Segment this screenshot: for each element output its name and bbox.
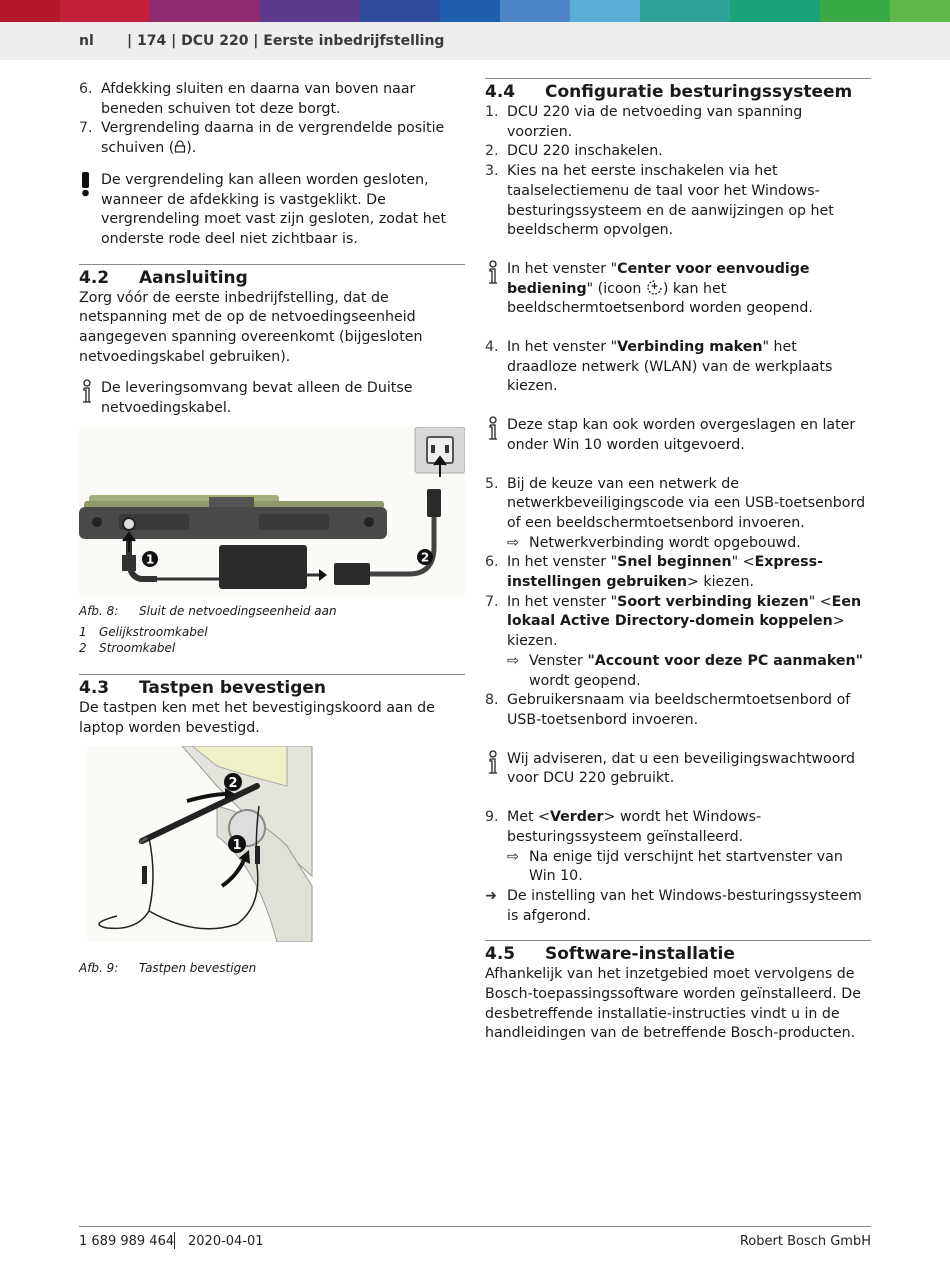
company-name: Robert Bosch GmbH — [739, 1234, 871, 1249]
list-item — [485, 162, 871, 241]
stylus-figure — [87, 746, 317, 942]
section-4-2 — [79, 264, 465, 656]
text-part: " (icoon — [586, 280, 646, 297]
step-text: Afdekking sluiten en daarna van boven naar beneden schuiven tot deze borgt. — [101, 81, 416, 117]
legend-item — [79, 640, 465, 656]
text-part: In het venster " — [507, 339, 618, 356]
band-segment — [890, 0, 950, 22]
section-body: De tastpen ken met het bevestigingskoord aan de laptop worden bevestigd. — [79, 699, 435, 736]
result-text: Netwerkverbinding wordt opgebouwd. — [529, 534, 801, 551]
section-title: Tastpen bevestigen — [139, 677, 327, 698]
text-part: In het venster " — [507, 554, 618, 571]
step-number: 6. — [485, 554, 499, 571]
info-text: Wij adviseren, dat u een beveiligingswachtwoord voor DCU 220 gebruikt. — [507, 750, 855, 787]
document-number: 1 689 989 464 — [79, 1234, 175, 1249]
section-title: Configuratie besturingssysteem — [545, 82, 853, 102]
section-4-5 — [485, 940, 871, 1044]
result-item — [485, 652, 871, 691]
final-result-text: De instelling van het Windows-besturingssysteem is afgerond. — [507, 887, 862, 924]
result-text: Na enige tijd verschijnt het startvenster van Win 10. — [529, 848, 843, 885]
section-number: 4.5 — [485, 944, 516, 965]
text-part: Met < — [507, 809, 550, 826]
info-text — [507, 260, 871, 319]
list-item — [485, 553, 871, 592]
text-bold: Express-instellingen gebruiken — [507, 554, 823, 591]
step-number: 8. — [485, 692, 499, 709]
section-title: Software-installatie — [545, 944, 735, 965]
text-part: > kiezen. — [687, 574, 754, 591]
step-text — [507, 593, 871, 652]
lock-icon — [174, 140, 186, 153]
text-part: > wordt het Windows-besturingssysteem geïnstalleerd. — [507, 809, 762, 845]
info-text: Deze stap kan ook worden overgeslagen en later onder Win 10 worden uitgevoerd. — [507, 417, 856, 453]
text-bold: Verder — [549, 809, 604, 826]
figure-caption — [79, 960, 465, 977]
exclamation-icon — [79, 171, 101, 250]
page-header — [0, 22, 950, 60]
legend-number: 1 — [79, 624, 87, 639]
legend-item — [79, 624, 465, 640]
step-number: 3. — [485, 163, 499, 180]
legend-text: Stroomkabel — [99, 640, 176, 655]
step-number: 4. — [485, 339, 499, 356]
warning-note — [79, 171, 465, 250]
language-code: nl — [79, 33, 94, 49]
list-item — [485, 691, 871, 730]
info-icon — [485, 260, 507, 319]
footer-separator — [174, 1232, 175, 1249]
text-bold: Soort verbinding kiezen — [617, 593, 809, 610]
band-segment — [500, 0, 570, 22]
page-title: | 174 | DCU 220 | Eerste inbedrijfstelling — [127, 33, 445, 49]
info-note — [485, 750, 871, 789]
step-number: 6. — [79, 81, 93, 97]
result-text — [529, 652, 871, 691]
step-text: DCU 220 inschakelen. — [507, 143, 663, 160]
list-item — [485, 338, 871, 397]
band-segment — [260, 0, 360, 22]
info-icon — [485, 750, 507, 789]
text-part: " het draadloze netwerk (WLAN) van de werkplaats kiezen. — [507, 339, 833, 395]
info-note — [485, 416, 871, 455]
ease-of-access-icon — [646, 280, 663, 295]
info-text: De leveringsomvang bevat alleen de Duitse netvoedingskabel. — [101, 380, 413, 417]
list-item — [79, 119, 465, 158]
result-arrow-icon: ⇨ — [507, 848, 519, 865]
figure-marker: 2 — [420, 550, 430, 565]
text-part: wordt geopend. — [529, 672, 641, 689]
text-part: ) kan het beeldschermtoetsenbord worden geopend. — [507, 280, 813, 317]
section-number: 4.2 — [79, 267, 110, 288]
info-note — [79, 379, 465, 418]
text-bold: Snel beginnen — [617, 554, 732, 571]
text-part: In het venster " — [507, 593, 618, 610]
band-segment — [640, 0, 730, 22]
section-body: Afhankelijk van het inzetgebied moet vervolgens de Bosch-toepassingssoftware worden geïnstalleerd. De desbetreffende installatie-instructies vindt u in de handleidingen van de betreffende Bosch-producten. — [485, 966, 861, 1042]
step-text — [507, 808, 871, 847]
figure-number: Afb. 8: — [79, 603, 119, 618]
figure-caption-text: Sluit de netvoedingseenheid aan — [139, 603, 337, 618]
text-part: In het venster " — [507, 260, 618, 277]
step-number: 9. — [485, 809, 499, 826]
warning-text: De vergrendeling kan alleen worden gesloten, wanneer de afdekking is vastgeklikt. De vergrendeling moet vast zijn gesloten, zodat het onderste rode deel niet zichtbaar is. — [101, 171, 447, 247]
section-heading — [79, 267, 465, 289]
band-segment — [570, 0, 640, 22]
text-part: " < — [731, 554, 755, 571]
list-item — [485, 475, 871, 534]
list-item — [485, 887, 871, 926]
section-body: Zorg vóór de eerste inbedrijfstelling, dat de netspanning met de op de netvoedingseenheid aangegeven spanning overeenkomt (bijgesloten netvoedingskabel gebruiken). — [79, 289, 423, 365]
section-number: 4.3 — [79, 677, 110, 698]
legend-text: Gelijkstroomkabel — [99, 624, 208, 639]
figure-marker: 1 — [145, 552, 155, 567]
section-number: 4.4 — [485, 82, 516, 102]
step-text: Kies na het eerste inschakelen via het taalselectiemenu de taal voor het Windows-besturingssysteem en de aanwijzingen op het beeldscherm opvolgen. — [507, 163, 834, 239]
band-segment — [730, 0, 820, 22]
figure-number: Afb. 9: — [79, 961, 119, 976]
step-number: 5. — [485, 475, 499, 492]
text-bold: Een lokaal Active Directory-domein koppelen — [507, 593, 862, 630]
final-arrow-icon: ➜ — [485, 887, 497, 904]
step-number: 7. — [79, 120, 93, 137]
step-text: Bij de keuze van een netwerk de netwerkbeveiligingscode via een USB-toetsenbord of een beeldschermtoetsenbord invoeren. — [507, 475, 866, 531]
text-bold: "Account voor deze PC aanmaken" — [587, 652, 864, 669]
band-segment — [440, 0, 500, 22]
document-date: 2020-04-01 — [188, 1234, 264, 1249]
step-number: 1. — [485, 104, 499, 120]
text-bold: Verbinding maken — [617, 339, 763, 356]
power-supply-figure — [79, 427, 465, 597]
step-text — [507, 553, 871, 592]
step-number: 7. — [485, 593, 499, 610]
right-column — [485, 78, 871, 1044]
step-text-part: Vergrendeling daarna in de vergrendelde positie schuiven ( — [101, 120, 445, 157]
figure-marker: 2 — [228, 776, 238, 792]
list-item — [485, 103, 871, 142]
text-part: > kiezen. — [507, 613, 845, 650]
list-item — [79, 80, 465, 119]
section-4-3 — [79, 674, 465, 977]
section-heading — [485, 81, 871, 103]
figure-caption-text: Tastpen bevestigen — [139, 961, 257, 976]
band-segment — [60, 0, 150, 22]
result-item — [485, 534, 871, 554]
band-segment — [820, 0, 890, 22]
info-note — [485, 260, 871, 319]
band-segment — [0, 0, 60, 22]
section-heading — [79, 677, 465, 699]
step-number: 2. — [485, 143, 499, 160]
text-bold: Center voor eenvoudige bediening — [507, 260, 810, 297]
step-text — [507, 338, 871, 397]
section-4-4 — [485, 78, 871, 926]
list-item — [485, 142, 871, 162]
figure-caption — [79, 603, 465, 620]
color-band — [0, 0, 950, 22]
info-icon — [79, 379, 101, 418]
step-text: Gebruikersnaam via beeldschermtoetsenbord of USB-toetsenbord invoeren. — [507, 692, 851, 728]
result-item — [485, 848, 871, 887]
list-item — [485, 593, 871, 652]
left-column — [79, 80, 465, 977]
text-part: Venster — [529, 652, 588, 669]
result-arrow-icon: ⇨ — [507, 534, 519, 551]
band-segment — [360, 0, 440, 22]
step-text-part: ). — [186, 140, 197, 157]
text-part: " < — [808, 593, 832, 610]
step-text — [101, 119, 465, 158]
footer-divider — [79, 1226, 871, 1227]
step-text: DCU 220 via de netvoeding van spanning voorzien. — [507, 104, 803, 140]
info-icon — [485, 416, 507, 455]
legend-number: 2 — [79, 640, 87, 655]
figure-marker: 1 — [232, 838, 242, 854]
band-segment — [150, 0, 260, 22]
section-title: Aansluiting — [139, 267, 248, 288]
list-item — [485, 808, 871, 847]
section-heading — [485, 943, 871, 965]
result-arrow-icon: ⇨ — [507, 652, 519, 669]
